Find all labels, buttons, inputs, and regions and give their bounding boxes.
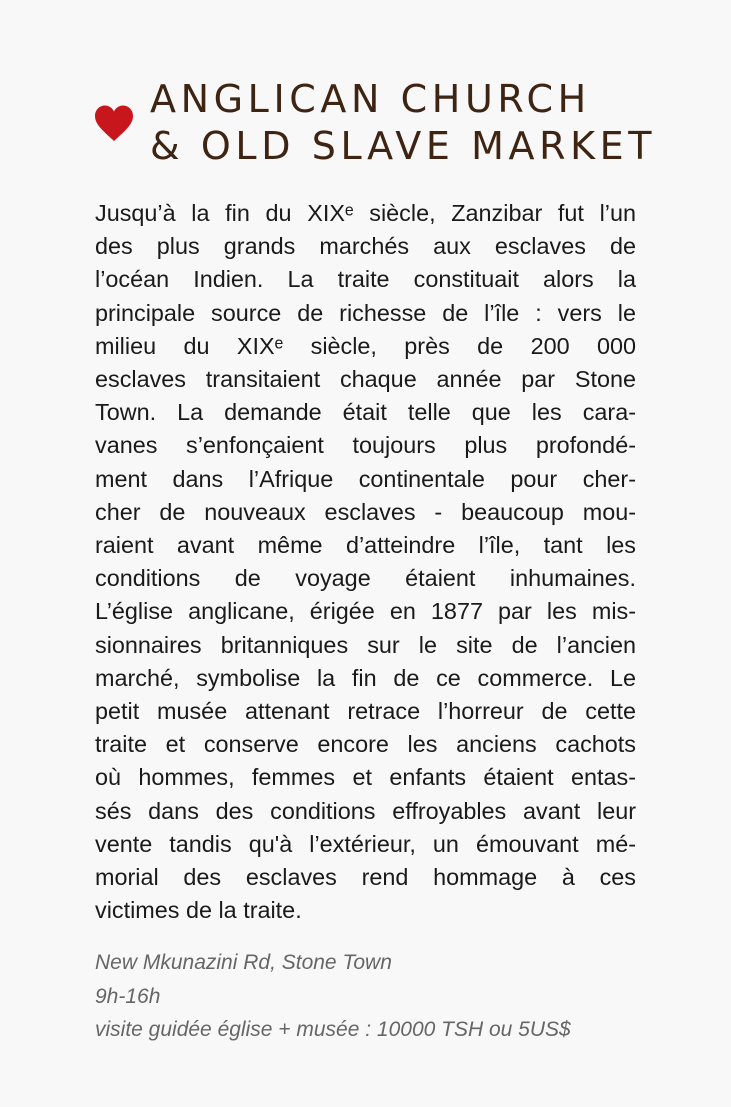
body-line: ment dans l’Afrique continentale pour cher-: [95, 465, 636, 492]
page-title: [150, 76, 656, 170]
body-line: morial des esclaves rend hommage à ces: [95, 864, 636, 891]
body-line: traite et conserve encore les anciens cachots: [95, 731, 636, 758]
body-line: conditions de voyage étaient inhumaines.: [95, 565, 636, 592]
address-text: New Mkunazini Rd, Stone Town: [95, 951, 392, 974]
body-line: cher de nouveaux esclaves - beaucoup mou-: [95, 498, 636, 525]
body-line: des plus grands marchés aux esclaves de: [95, 233, 636, 260]
body-line: où hommes, femmes et enfants étaient entas-: [95, 764, 636, 791]
body-line: esclaves transitaient chaque année par Stone: [95, 366, 636, 393]
heart-icon: [94, 104, 134, 144]
price-text: visite guidée église + musée : 10000 TSH ou 5US$: [95, 1018, 571, 1041]
body-line: milieu du XIXᵉ siècle, près de 200 000: [95, 332, 636, 359]
body-line: Jusqu’à la fin du XIXᵉ siècle, Zanzibar fut l’un: [95, 200, 636, 226]
body-line: sés dans des conditions effroyables avant leur: [95, 797, 636, 824]
body-line: Town. La demande était telle que les cara-: [95, 399, 636, 426]
body-line: victimes de la traite.: [95, 897, 302, 924]
body-line: vente tandis qu'à l’extérieur, un émouvant mé-: [95, 830, 636, 857]
body-line: vanes s’enfonçaient toujours plus profondé-: [95, 432, 636, 459]
body-line: sionnaires britanniques sur le site de l’ancien: [95, 631, 636, 658]
hours-text: 9h-16h: [95, 984, 161, 1008]
title-line-1: ANGLICAN CHURCH: [150, 77, 591, 121]
body-line: marché, symbolise la fin de ce commerce. Le: [95, 664, 636, 691]
body-line: raient avant même d’atteindre l’île, tant les: [95, 532, 636, 559]
practical-info: [95, 946, 571, 1047]
body-line: principale source de richesse de l’île : vers le: [95, 299, 636, 326]
title-line-2: & OLD SLAVE MARKET: [150, 124, 657, 168]
body-line: petit musée attenant retrace l’horreur de cette: [95, 698, 636, 725]
body-line: l’océan Indien. La traite constituait alors la: [95, 266, 636, 293]
body-text: [95, 197, 636, 927]
body-line: L’église anglicane, érigée en 1877 par les mis-: [95, 598, 636, 625]
